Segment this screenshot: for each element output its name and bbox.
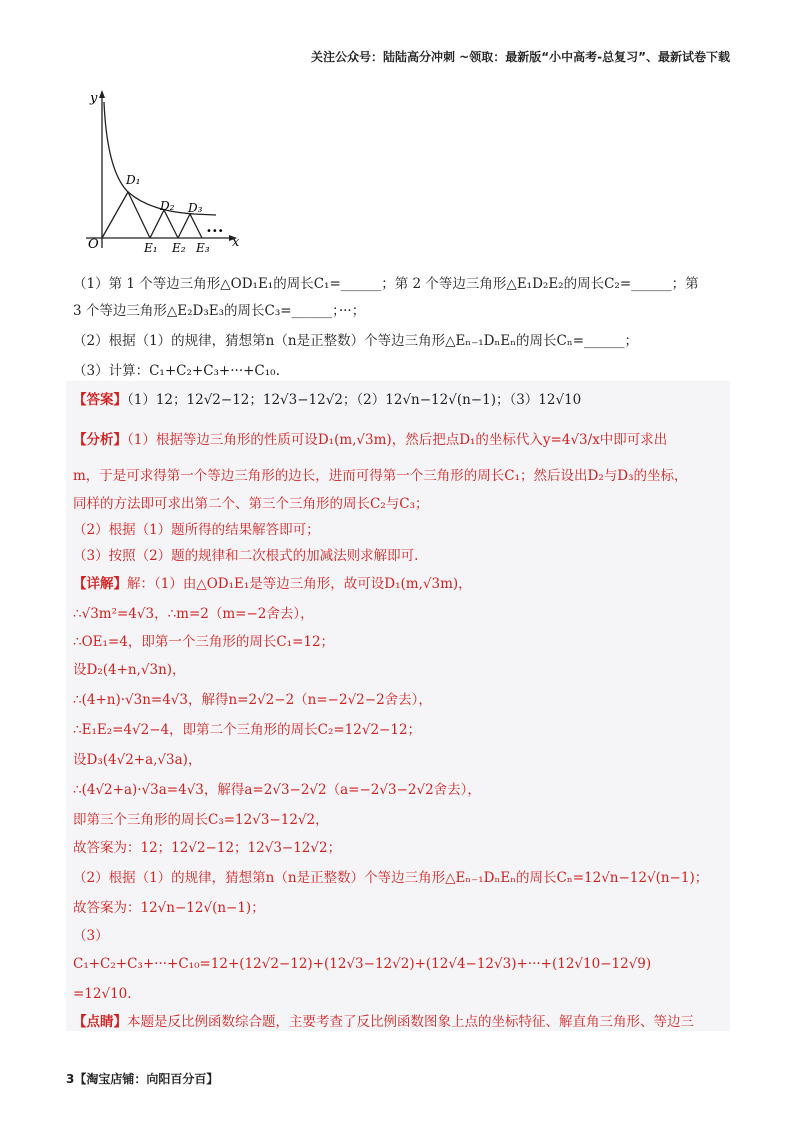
d1-label: D₁ bbox=[126, 173, 141, 187]
triangle-2 bbox=[150, 210, 178, 238]
detail-line-14: C₁+C₂+C₃+···+C₁₀=12+(12√2−12)+(12√3−12√2)+(12√4−12√3)+···+(12√10−12√9) bbox=[73, 956, 652, 972]
analysis-line-1 bbox=[73, 430, 733, 450]
analysis-line-4: （2）根据（1）题所得的结果解答即可； bbox=[73, 522, 320, 538]
d2-label: D₂ bbox=[160, 199, 175, 213]
answer-line bbox=[73, 390, 733, 410]
continuation-dots: ••• bbox=[206, 226, 224, 237]
analysis-line-5: （3）按照（2）题的规律和二次根式的加减法则求解即可. bbox=[73, 548, 419, 564]
y-axis-arrow bbox=[99, 90, 105, 98]
header-note: 关注公众号：陆陆高分冲刺 ~领取：最新版“小中高考-总复习”、最新试卷下载 bbox=[311, 50, 730, 64]
question-1-line-1: （1）第 1 个等边三角形△OD₁E₁的周长C₁=______；第 2 个等边三角形△E₁D₂E₂的周长C₂=______；第 bbox=[73, 276, 699, 292]
e2-label: E₂ bbox=[172, 241, 186, 255]
detail-tag: 【详解】 bbox=[73, 576, 127, 592]
detail-line-9: 即第三个三角形的周长C₃=12√3−12√2， bbox=[73, 812, 329, 828]
detail-line-10: 故答案为：12；12√2−12；12√3−12√2； bbox=[73, 840, 342, 856]
point-text: 本题是反比例函数综合题，主要考查了反比例函数图象上点的坐标特征、解直角三角形、等边三 bbox=[127, 1014, 694, 1030]
answer-tag: 【答案】 bbox=[73, 392, 127, 408]
point-line bbox=[73, 1012, 733, 1032]
triangle-1 bbox=[102, 192, 150, 238]
detail-line-3: ∴OE₁=4，即第一个三角形的周长C₁=12； bbox=[73, 634, 335, 650]
triangle-3 bbox=[178, 214, 202, 238]
footer: 3【淘宝店铺：向阳百分百】 bbox=[66, 1072, 219, 1086]
detail-line-7: 设D₃(4√2+a,√3a)， bbox=[73, 752, 202, 768]
x-axis-label: x bbox=[232, 235, 240, 250]
question-1-line-2: 3 个等边三角形△E₂D₃E₃的周长C₃=______；···； bbox=[73, 303, 366, 319]
e3-label: E₃ bbox=[196, 241, 210, 255]
detail-line-5: ∴(4+n)·√3n=4√3，解得n=2√2−2（n=−2√2−2舍去）， bbox=[73, 692, 432, 708]
detail-line-15: =12√10. bbox=[73, 986, 132, 1002]
detail-line-8: ∴(4√2+a)·√3a=4√3，解得a=2√3−2√2（a=−2√3−2√2舍去）， bbox=[73, 782, 481, 798]
detail-text-1: 解：（1）由△OD₁E₁是等边三角形，故可设D₁(m,√3m)， bbox=[127, 576, 472, 592]
point-tag: 【点睛】 bbox=[73, 1014, 127, 1030]
detail-line-12: 故答案为：12√n−12√(n−1)； bbox=[73, 900, 265, 916]
e1-label: E₁ bbox=[144, 241, 158, 255]
detail-line-2: ∴√3m²=4√3，∴m=2（m=−2舍去）， bbox=[73, 606, 314, 622]
detail-line-13: （3） bbox=[73, 928, 109, 944]
question-3: （3）计算：C₁+C₂+C₃+···+C₁₀. bbox=[73, 363, 280, 379]
detail-line-11: （2）根据（1）的规律，猜想第n（n是正整数）个等边三角形△Eₙ₋₁DₙEₙ的周长Cₙ=12√n−12√(n−1)； bbox=[73, 870, 709, 886]
origin-label: O bbox=[88, 237, 99, 252]
analysis-line-3: 同样的方法即可求出第二个、第三个三角形的周长C₂与C₃； bbox=[73, 496, 429, 512]
analysis-line-2: m，于是可求得第一个等边三角形的边长，进而可得第一个三角形的周长C₁；然后设出D₂与D₃的坐标， bbox=[73, 468, 688, 484]
analysis-text-1: （1）根据等边三角形的性质可设D₁(m,√3m)，然后把点D₁的坐标代入y=4√3/x中即可求出 bbox=[127, 432, 668, 448]
analysis-tag: 【分析】 bbox=[73, 432, 127, 448]
question-2: （2）根据（1）的规律，猜想第n（n是正整数）个等边三角形△Eₙ₋₁DₙEₙ的周长Cₙ=______； bbox=[73, 333, 639, 349]
hyperbola-triangles-figure bbox=[66, 88, 266, 258]
detail-line-1 bbox=[73, 574, 733, 594]
answer-text: （1）12；12√2−12；12√3−12√2；（2）12√n−12√(n−1)；（3）12√10 bbox=[127, 392, 582, 408]
detail-line-4: 设D₂(4+n,√3n)， bbox=[73, 662, 186, 678]
y-axis-label: y bbox=[90, 91, 98, 106]
detail-line-6: ∴E₁E₂=4√2−4，即第二个三角形的周长C₂=12√2−12； bbox=[73, 722, 422, 738]
d3-label: D₃ bbox=[188, 201, 203, 215]
